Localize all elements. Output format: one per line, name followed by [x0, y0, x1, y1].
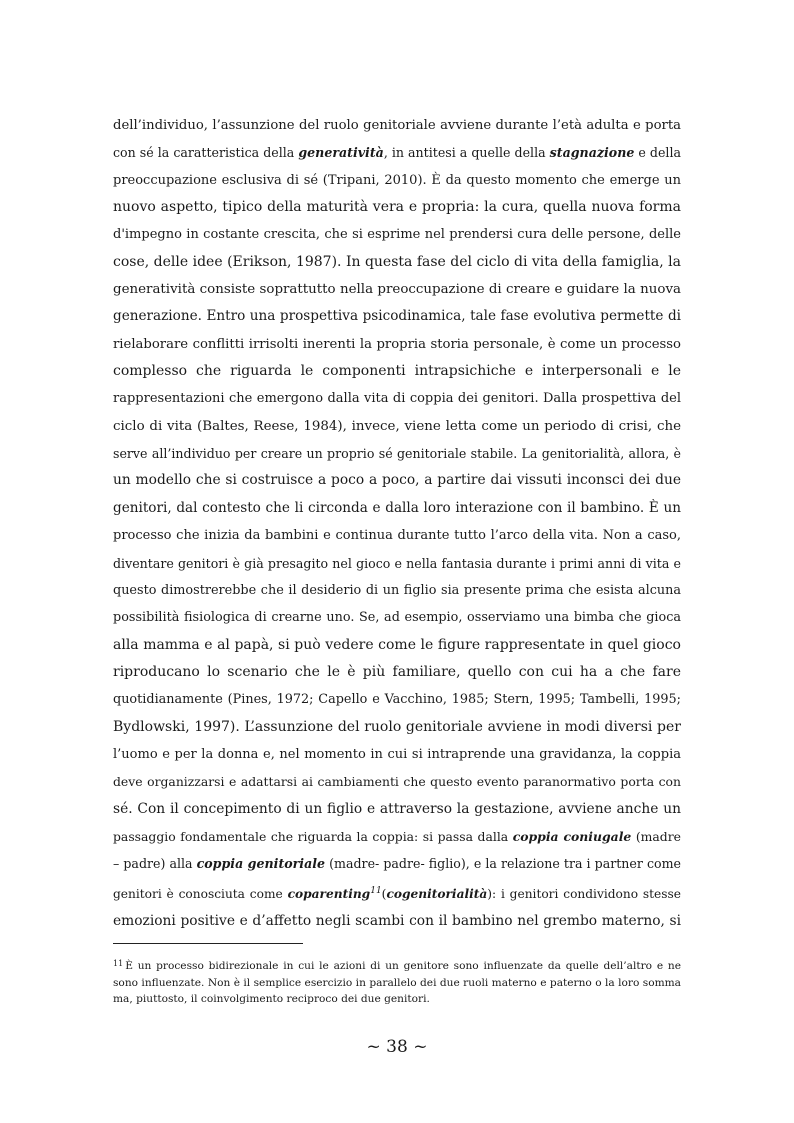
- footnote-line: [113, 956, 681, 975]
- bold-italic-term: [513, 829, 632, 844]
- body-line: [113, 577, 681, 604]
- text-run: emozioni positive e d’affetto negli scambi con il bambino nel grembo materno, si: [113, 912, 681, 929]
- text-run: passaggio fondamentale che riguarda la coppia: si passa dalla: [113, 828, 513, 844]
- body-line: [113, 358, 681, 385]
- text-run: nuovo aspetto, tipico della maturità vera e propria: la cura, quella nuova forma: [113, 199, 681, 216]
- text-run: complesso che riguarda le componenti intrapsichiche e interpersonali e le: [113, 363, 681, 380]
- footnote-text: ma, piuttosto, il coinvolgimento reciproco dei due genitori.: [113, 993, 430, 1005]
- body-line: [113, 522, 681, 549]
- body-line: [113, 796, 681, 823]
- text-run: Bydlowski, 1997). L’assunzione del ruolo genitoriale avviene in modi diversi per: [113, 718, 681, 735]
- text-run: genitori è conosciuta come: [113, 886, 288, 901]
- body-line: [113, 167, 681, 194]
- body-line: [113, 768, 681, 795]
- text-run: con sé la caratteristica della: [113, 145, 299, 161]
- bold-italic-term: [386, 887, 487, 901]
- body-line: [113, 550, 681, 577]
- body-line: [113, 112, 681, 139]
- body-line: [113, 221, 681, 248]
- body-line: [113, 659, 681, 686]
- footnote: [113, 956, 681, 1008]
- footnote-line: [113, 975, 681, 992]
- text-run: (: [381, 886, 387, 901]
- page-number: ~ 38 ~: [366, 1037, 428, 1057]
- body-line: [113, 632, 681, 659]
- text-run: preoccupazione esclusiva di sé (Tripani, 2010). È da questo momento che emerge un: [113, 172, 681, 188]
- text-run: dell’individuo, l’assunzione del ruolo genitoriale avviene durante l’età adulta e porta: [113, 118, 681, 133]
- body-line: [113, 440, 681, 467]
- emphasis-term: coparenting: [287, 886, 371, 901]
- emphasis-term: stagnazione: [549, 145, 635, 161]
- body-line: [113, 714, 681, 741]
- bold-italic-term: [550, 145, 635, 160]
- text-run: questo dimostrerebbe che il desiderio di un figlio sia presente prima che esista alcuna: [113, 582, 681, 598]
- emphasis-term: cogenitorialità: [386, 886, 488, 901]
- text-run: ): i genitori condividono stesse: [487, 886, 681, 901]
- body-line: [113, 686, 681, 713]
- emphasis-term: generatività: [298, 145, 384, 161]
- body-line: [113, 413, 681, 440]
- text-run: ciclo di vita (Baltes, Reese, 1984), invece, viene letta come un periodo di crisi, che: [113, 418, 681, 434]
- body-text: [113, 112, 681, 935]
- emphasis-term: coppia genitoriale: [196, 856, 326, 872]
- text-run: rielaborare conflitti irrisolti inerenti la propria storia personale, è come un processo: [113, 336, 681, 352]
- footnote-text: È un processo bidirezionale in cui le azioni di un genitore sono influenzate da quelle dell’altro e ne: [125, 960, 681, 972]
- footnote-separator: [113, 943, 303, 944]
- footnote-number: 11: [113, 959, 124, 968]
- body-line: [113, 194, 681, 221]
- bold-italic-term: [288, 887, 371, 901]
- text-run: riproducano lo scenario che le è più familiare, quello con cui ha a che fare: [113, 663, 681, 680]
- body-line: [113, 495, 681, 522]
- body-line: [113, 276, 681, 303]
- body-line: [113, 850, 681, 877]
- text-run: generatività consiste soprattutto nella preoccupazione di creare e guidare la nuova: [113, 282, 681, 298]
- text-run: un modello che si costruisce a poco a poco, a partire dai vissuti inconsci dei due: [113, 472, 681, 489]
- text-run: d'impegno in costante crescita, che si esprime nel prendersi cura delle persone, delle: [113, 227, 681, 243]
- body-line: [113, 331, 681, 358]
- body-line: [113, 823, 681, 850]
- text-run: l’uomo e per la donna e, nel momento in cui si intraprende una gravidanza, la coppia: [113, 746, 681, 762]
- footnote-text: sono influenzate. Non è il semplice esercizio in parallelo dei due ruoli materno e paterno o la loro somma: [113, 976, 681, 989]
- text-run: possibilità fisiologica di crearne uno. Se, ad esempio, osserviamo una bimba che gioca: [113, 610, 681, 626]
- text-run: e della: [634, 145, 681, 161]
- body-line: [113, 878, 681, 908]
- footnote-line: [113, 991, 681, 1008]
- bold-italic-term: [197, 856, 325, 871]
- body-line: [113, 249, 681, 276]
- body-line: [113, 385, 681, 412]
- bold-italic-term: [298, 145, 383, 160]
- body-line: [113, 303, 681, 330]
- text-run: genitori, dal contesto che li circonda e dalla loro interazione con il bambino. È un: [113, 499, 681, 516]
- text-run: quotidianamente (Pines, 1972; Capello e Vacchino, 1985; Stern, 1995; Tambelli, 1995;: [113, 692, 681, 708]
- text-run: – padre) alla: [113, 856, 197, 872]
- body-line: [113, 741, 681, 768]
- text-run: diventare genitori è già presagito nel gioco e nella fantasia durante i primi anni di vita e: [113, 555, 681, 571]
- text-run: , in antitesi a quelle della: [383, 145, 550, 161]
- text-run: deve organizzarsi e adattarsi ai cambiamenti che questo evento paranormativo porta con: [113, 774, 681, 790]
- text-run: sé. Con il concepimento di un figlio e attraverso la gestazione, avviene anche un: [113, 800, 681, 817]
- text-run: alla mamma e al papà, si può vedere come le figure rappresentate in quel gioco: [113, 636, 681, 653]
- body-line: [113, 467, 681, 494]
- text-run: cose, delle idee (Erikson, 1987). In questa fase del ciclo di vita della famiglia, la: [113, 253, 681, 270]
- text-run: serve all’individuo per creare un proprio sé genitoriale stabile. La genitorialità, allora, è: [113, 446, 681, 462]
- text-run: processo che inizia da bambini e continua durante tutto l’arco della vita. Non a caso,: [113, 528, 681, 544]
- text-run: (madre- padre- figlio), e la relazione tra i partner come: [325, 856, 681, 872]
- footnote-reference: 11: [370, 885, 382, 896]
- text-run: rappresentazioni che emergono dalla vita di coppia dei genitori. Dalla prospettiva del: [113, 391, 681, 407]
- text-run: (madre: [631, 828, 681, 844]
- body-line: [113, 604, 681, 631]
- emphasis-term: coppia coniugale: [512, 828, 632, 844]
- text-run: generazione. Entro una prospettiva psicodinamica, tale fase evolutiva permette di: [113, 308, 681, 325]
- body-line: [113, 139, 681, 166]
- body-line: [113, 908, 681, 935]
